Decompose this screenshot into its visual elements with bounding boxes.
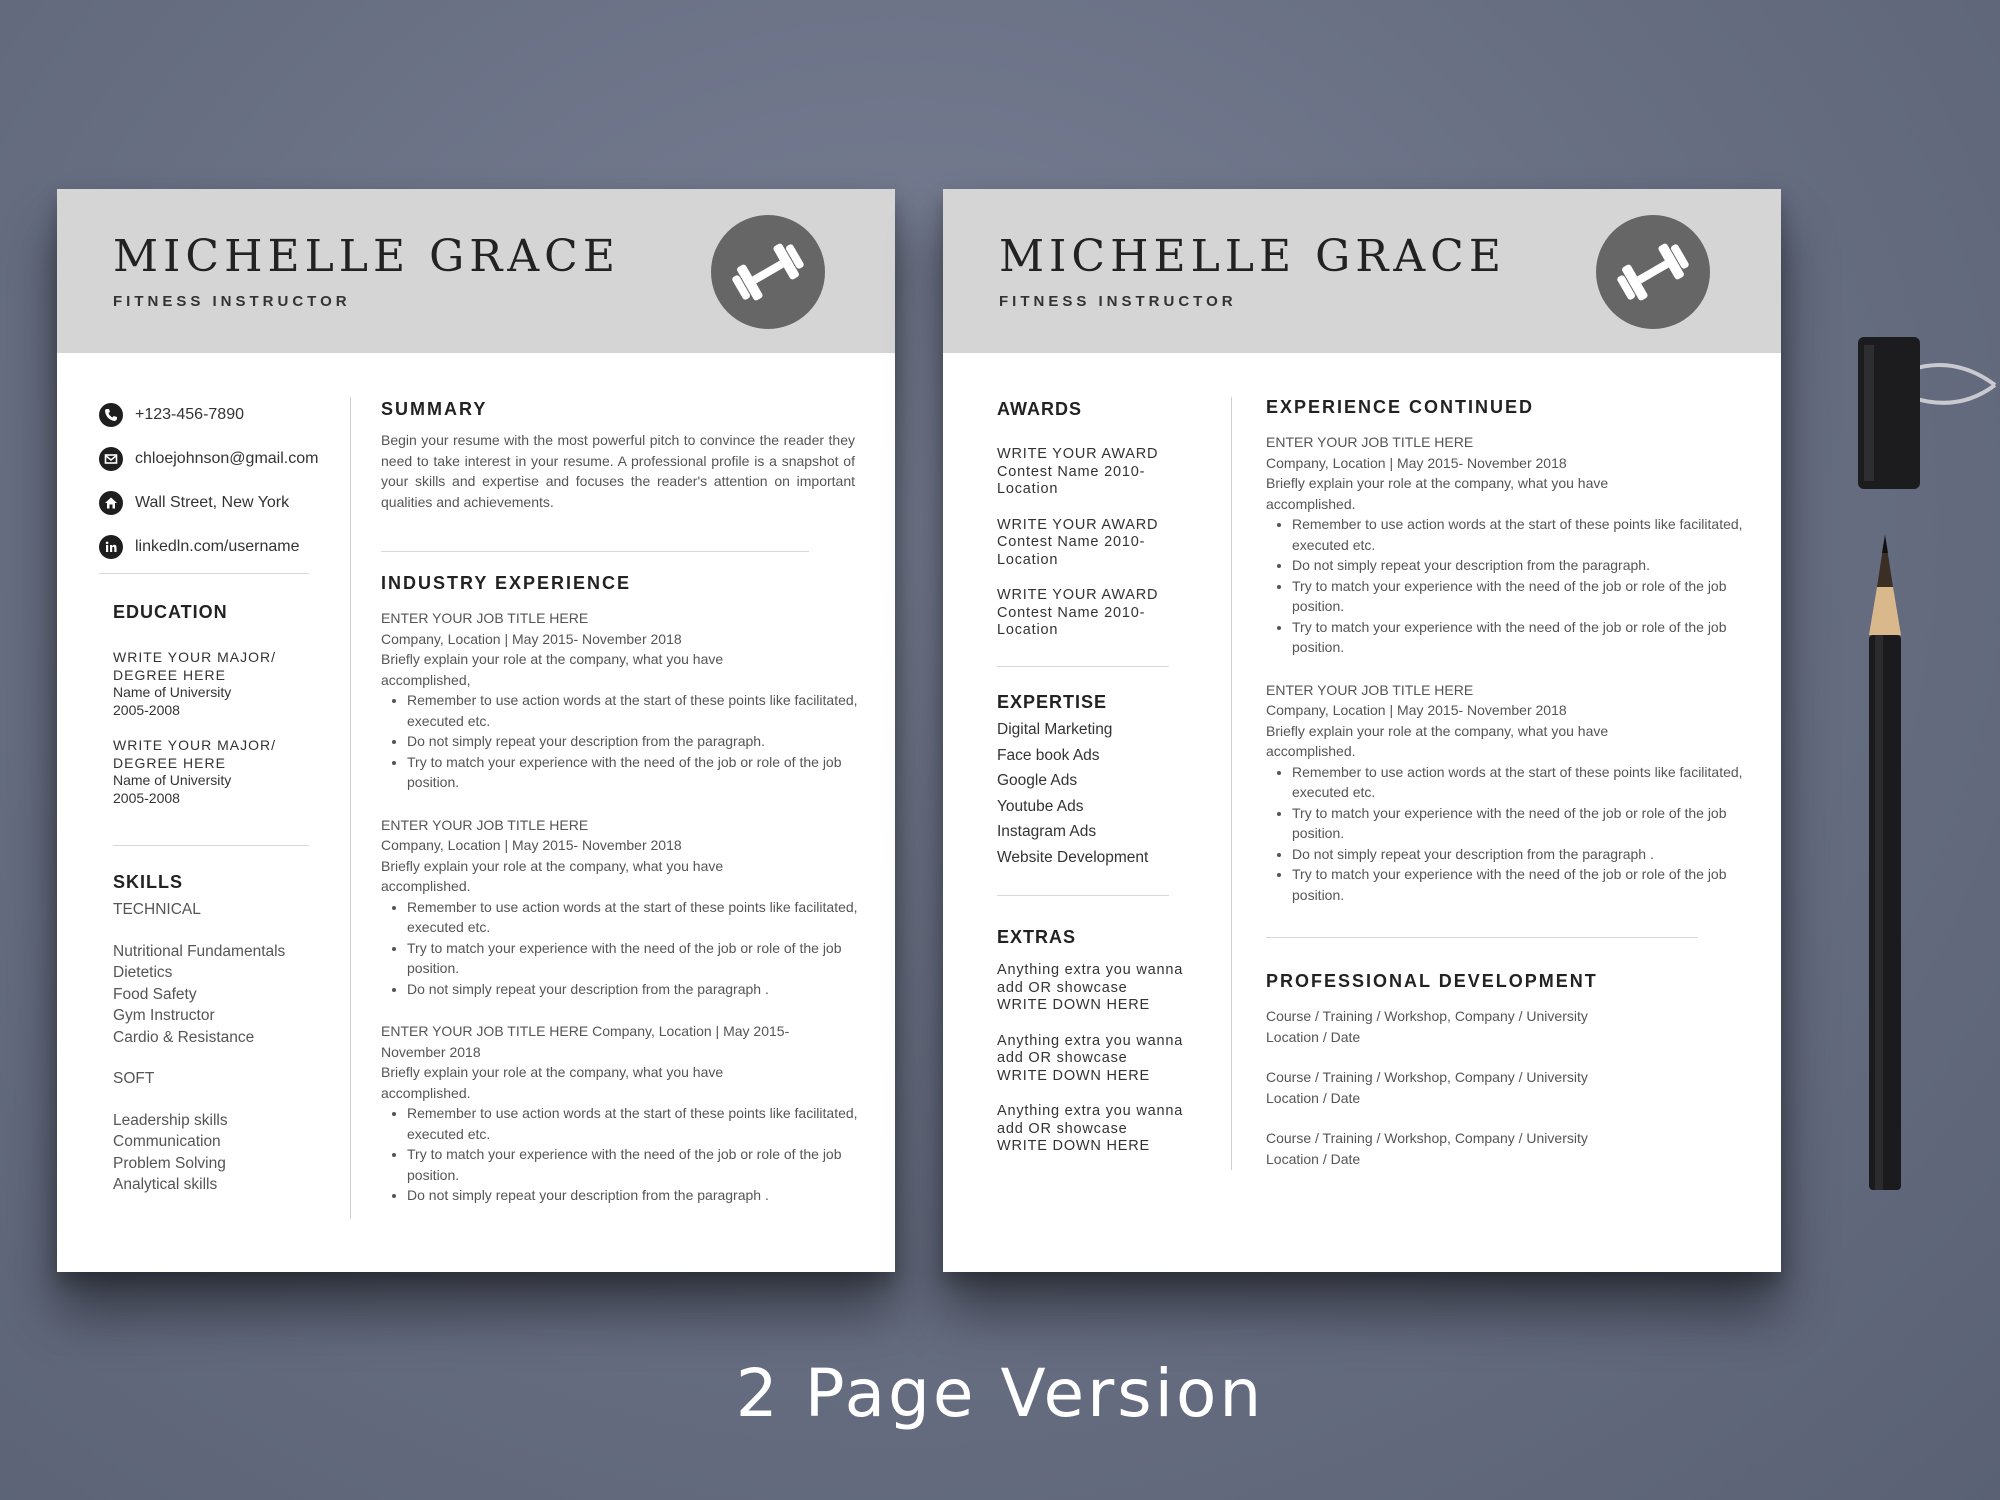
- award-item: [997, 446, 1197, 499]
- job-bullet: • Remember to use action words at the start of these points like facilitated, executed etc.: [407, 897, 861, 938]
- extras-section: [997, 927, 1217, 1174]
- education-degree: WRITE YOUR MAJOR/: [113, 737, 276, 753]
- extras-item: [997, 1103, 1217, 1156]
- job-bullet: • Remember to use action words at the start of these points like facilitated, executed etc.: [407, 690, 861, 731]
- contact-email-text: chloejohnson@gmail.com: [135, 450, 319, 467]
- job-bullet: • Try to match your experience with the need of the job or role of the job position.: [1292, 576, 1746, 617]
- extras-line: add OR showcase: [997, 979, 1128, 996]
- pd-course: Course / Training / Workshop, Company / University: [1266, 1130, 1588, 1146]
- pd-course: Course / Training / Workshop, Company / University: [1266, 1069, 1588, 1085]
- pd-course: Course / Training / Workshop, Company / University: [1266, 1008, 1588, 1024]
- industry-experience-heading: INDUSTRY EXPERIENCE: [381, 573, 632, 593]
- contact-address[interactable]: [99, 481, 329, 525]
- expertise-item: Google Ads: [997, 772, 1078, 790]
- expertise-heading: EXPERTISE: [997, 692, 1108, 712]
- column-divider: [350, 397, 351, 1219]
- job-bullet: • Remember to use action words at the start of these points like facilitated, executed etc.: [1292, 514, 1746, 555]
- job-entry: [1266, 432, 1746, 658]
- job-bullets: [381, 690, 861, 793]
- skill-item: Problem Solving: [113, 1154, 226, 1172]
- skill-item: Analytical skills: [113, 1176, 218, 1193]
- pd-location: Location / Date: [1266, 1089, 1361, 1106]
- contact-linkedin-text: linkedln.com/username: [135, 538, 300, 555]
- pd-location: Location / Date: [1266, 1028, 1361, 1045]
- job-bullet: • Do not simply repeat your description from the paragraph.: [1292, 555, 1746, 576]
- education-school: Name of University: [113, 772, 232, 788]
- skills-heading: SKILLS: [113, 872, 184, 892]
- contact-phone-text: +123-456-7890: [135, 406, 244, 423]
- caption: 2 Page Version: [735, 1355, 1265, 1432]
- divider: [1266, 937, 1698, 938]
- award-contest: Contest Name 2010-: [997, 534, 1146, 550]
- extras-item: [997, 1033, 1217, 1086]
- job-description: Briefly explain your role at the company, what you have accomplished.: [1266, 722, 1609, 759]
- job-title: ENTER YOUR JOB TITLE HERE Company, Location | May 2015- November 2018: [381, 1023, 790, 1060]
- experience-continued-section: [1266, 397, 1746, 927]
- award-contest: Contest Name 2010-: [997, 604, 1146, 621]
- phone-icon: [99, 403, 123, 427]
- education-degree: DEGREE HERE: [113, 666, 226, 683]
- dumbbell-icon: [711, 215, 825, 329]
- award-title: WRITE YOUR AWARD: [997, 446, 1159, 462]
- extras-line: WRITE DOWN HERE: [997, 997, 1150, 1013]
- skill-item: Food Safety: [113, 985, 197, 1003]
- job-bullet: • Do not simply repeat your description from the paragraph.: [407, 731, 861, 752]
- education-item: [113, 649, 313, 719]
- pencil-icon: [1855, 535, 1935, 1200]
- job-company: Company, Location | May 2015- November 2018: [1266, 454, 1567, 471]
- skill-item: Dietetics: [113, 964, 173, 981]
- job-bullet: • Try to match your experience with the need of the job or role of the job position.: [1292, 864, 1746, 905]
- job-description: Briefly explain your role at the company, what you have accomplished.: [381, 1064, 724, 1101]
- education-section: [113, 602, 313, 825]
- award-item: [997, 587, 1197, 640]
- summary-text: Begin your resume with the most powerful pitch to convince the reader they need to take interest in your resume. A professional profile is a snapshot of your skills and expertise and focuses the reader's attention on important qualities and achievements.: [381, 432, 855, 510]
- job-bullets: [381, 897, 861, 1000]
- job-entry: [381, 1021, 861, 1206]
- pd-item: [1266, 1006, 1746, 1047]
- job-bullet: • Do not simply repeat your description from the paragraph .: [407, 979, 861, 1000]
- experience-continued-heading: EXPERIENCE CONTINUED: [1266, 397, 1535, 417]
- contact-phone[interactable]: [99, 393, 329, 437]
- expertise-item: Digital Marketing: [997, 721, 1113, 738]
- expertise-item: Youtube Ads: [997, 797, 1084, 815]
- skill-item: Leadership skills: [113, 1111, 228, 1129]
- extras-line: WRITE DOWN HERE: [997, 1138, 1150, 1154]
- job-bullet: • Try to match your experience with the need of the job or role of the job position.: [407, 1144, 861, 1185]
- divider: [997, 666, 1169, 667]
- job-bullets: [1266, 762, 1746, 906]
- job-entry: [381, 815, 861, 1000]
- skill-item: Communication: [113, 1133, 221, 1150]
- linkedin-icon: [99, 535, 123, 559]
- extras-line: Anything extra you wanna: [997, 1103, 1184, 1119]
- award-location: Location: [997, 622, 1059, 638]
- job-entry: [381, 608, 861, 793]
- contact-address-text: Wall Street, New York: [135, 494, 290, 511]
- extras-line: Anything extra you wanna: [997, 1032, 1184, 1049]
- education-item: [113, 737, 313, 807]
- resume-page-2: [943, 189, 1781, 1272]
- awards-heading: AWARDS: [997, 399, 1083, 419]
- skill-item: Gym Instructor: [113, 1007, 215, 1024]
- resume-header: [57, 189, 895, 353]
- extras-line: add OR showcase: [997, 1120, 1128, 1137]
- job-bullet: • Try to match your experience with the need of the job or role of the job position.: [407, 938, 861, 979]
- resume-title: FITNESS INSTRUCTOR: [999, 293, 1237, 310]
- job-bullet: • Try to match your experience with the need of the job or role of the job position.: [407, 752, 861, 793]
- job-description: Briefly explain your role at the company, what you have accomplished.: [1266, 475, 1609, 512]
- resume-page-1: [57, 189, 895, 1272]
- award-item: [997, 517, 1197, 570]
- job-bullets: [381, 1103, 861, 1206]
- award-title: WRITE YOUR AWARD: [997, 516, 1159, 533]
- job-title: ENTER YOUR JOB TITLE HERE: [381, 816, 589, 833]
- extras-line: WRITE DOWN HERE: [997, 1067, 1150, 1084]
- binder-clip-icon: [1850, 325, 2000, 510]
- expertise-item: Instagram Ads: [997, 823, 1097, 841]
- education-years: 2005-2008: [113, 789, 180, 806]
- dumbbell-icon: [1596, 215, 1710, 329]
- job-bullets: [1266, 514, 1746, 658]
- expertise-item: Website Development: [997, 848, 1149, 866]
- extras-heading: EXTRAS: [997, 927, 1077, 947]
- job-description: Briefly explain your role at the company, what you have accomplished.: [381, 857, 724, 894]
- job-bullet: • Remember to use action words at the start of these points like facilitated, executed etc.: [407, 1103, 861, 1144]
- professional-development-heading: PROFESSIONAL DEVELOPMENT: [1266, 971, 1598, 991]
- expertise-section: [997, 692, 1217, 871]
- job-entry: [1266, 680, 1746, 906]
- column-divider: [1231, 397, 1232, 1170]
- divider: [99, 573, 309, 574]
- skills-soft-label: SOFT: [113, 1070, 155, 1087]
- skills-section: [113, 872, 323, 1196]
- email-icon: [99, 447, 123, 471]
- awards-section: [997, 399, 1197, 658]
- summary-section: [381, 399, 855, 512]
- job-company: Company, Location | May 2015- November 2018: [381, 630, 682, 647]
- industry-experience-section: [381, 573, 861, 1228]
- education-degree: WRITE YOUR MAJOR/: [113, 649, 276, 665]
- extras-item: [997, 962, 1217, 1015]
- summary-heading: SUMMARY: [381, 399, 488, 419]
- job-title: ENTER YOUR JOB TITLE HERE: [381, 610, 589, 626]
- education-heading: EDUCATION: [113, 602, 228, 622]
- skills-technical-label: TECHNICAL: [113, 901, 201, 918]
- resume-name: MICHELLE GRACE: [999, 231, 1506, 282]
- contact-linkedin[interactable]: [99, 525, 329, 569]
- divider: [997, 895, 1169, 896]
- resume-header: [943, 189, 1781, 353]
- job-bullet: • Try to match your experience with the need of the job or role of the job position.: [1292, 617, 1746, 658]
- education-years: 2005-2008: [113, 701, 180, 718]
- job-company: Company, Location | May 2015- November 2018: [381, 837, 682, 853]
- professional-development-section: [1266, 971, 1746, 1189]
- skill-item: Nutritional Fundamentals: [113, 942, 286, 960]
- award-location: Location: [997, 551, 1059, 568]
- resume-name: MICHELLE GRACE: [113, 231, 620, 282]
- pd-item: [1266, 1067, 1746, 1108]
- divider: [381, 551, 809, 552]
- job-title: ENTER YOUR JOB TITLE HERE: [1266, 681, 1474, 698]
- job-title: ENTER YOUR JOB TITLE HERE: [1266, 434, 1474, 450]
- skill-item: Cardio & Resistance: [113, 1028, 255, 1046]
- pd-location: Location / Date: [1266, 1150, 1361, 1167]
- home-icon: [99, 491, 123, 515]
- education-degree: DEGREE HERE: [113, 754, 226, 771]
- job-bullet: • Try to match your experience with the need of the job or role of the job position.: [1292, 803, 1746, 844]
- job-bullet: • Do not simply repeat your description from the paragraph .: [1292, 844, 1746, 865]
- job-bullet: • Do not simply repeat your description from the paragraph .: [407, 1185, 861, 1206]
- contact-list: [99, 393, 329, 569]
- award-contest: Contest Name 2010-: [997, 463, 1146, 480]
- job-description: Briefly explain your role at the company, what you have accomplished,: [381, 651, 724, 688]
- expertise-item: Face book Ads: [997, 746, 1100, 764]
- resume-title: FITNESS INSTRUCTOR: [113, 293, 351, 310]
- extras-line: add OR showcase: [997, 1050, 1128, 1066]
- education-school: Name of University: [113, 684, 232, 700]
- award-location: Location: [997, 481, 1059, 497]
- pd-item: [1266, 1128, 1746, 1169]
- extras-line: Anything extra you wanna: [997, 962, 1184, 978]
- contact-email[interactable]: [99, 437, 329, 481]
- award-title: WRITE YOUR AWARD: [997, 587, 1159, 603]
- job-bullet: • Remember to use action words at the start of these points like facilitated, executed etc.: [1292, 762, 1746, 803]
- job-company: Company, Location | May 2015- November 2018: [1266, 702, 1567, 718]
- divider: [113, 845, 309, 846]
